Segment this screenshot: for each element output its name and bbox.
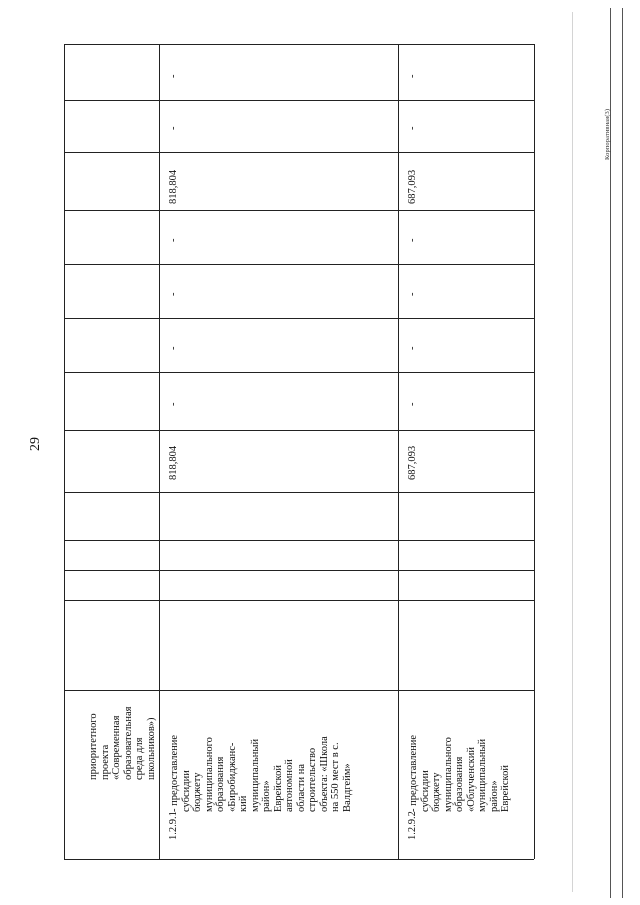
text-line: муниципального	[442, 737, 454, 812]
cell-value: 818,804	[168, 445, 179, 480]
margin-rule	[572, 12, 573, 892]
text-line: строительство	[307, 747, 318, 812]
cell-value: -	[407, 346, 418, 350]
text-line: области на	[295, 763, 307, 812]
margin-stamp: Корпоративная(3)	[604, 108, 611, 160]
text-line: «Современная	[111, 715, 122, 780]
text-line: образования	[215, 756, 226, 812]
table-line	[64, 318, 534, 319]
text-line: на 550 мест в с.	[330, 742, 341, 812]
table-line	[64, 372, 534, 373]
text-line: - предоставление	[169, 734, 180, 812]
row-description-2	[408, 692, 512, 812]
table-line	[64, 430, 534, 431]
table-line	[64, 152, 534, 153]
row-code-1: 1.2.9.1	[168, 811, 179, 840]
cell-value: -	[407, 74, 418, 78]
row-description-1	[169, 632, 353, 812]
margin-rule	[622, 8, 623, 898]
text-line: образования	[454, 756, 465, 812]
cell-value: 818,804	[168, 169, 179, 204]
row-separator	[398, 44, 399, 859]
text-line: кий	[238, 795, 249, 812]
text-line: автономной	[284, 759, 295, 812]
text-line: муниципального	[203, 737, 215, 812]
text-line: - предоставление	[408, 734, 419, 812]
row-code-2: 1.2.9.2	[407, 811, 418, 840]
table-line	[64, 600, 534, 601]
text-line: Валдгейм»	[341, 763, 353, 812]
text-line: Еврейской	[500, 765, 511, 812]
row-separator	[159, 44, 160, 859]
cell-value: -	[168, 346, 179, 350]
cell-value: -	[407, 292, 418, 296]
text-line: школьников»)	[145, 717, 157, 780]
text-line: объекта: «Школа	[318, 736, 330, 812]
text-line: среда для	[134, 737, 145, 780]
cell-value: -	[168, 402, 179, 406]
table-line	[64, 210, 534, 211]
table-line	[64, 540, 534, 541]
cell-value: -	[407, 238, 418, 242]
text-line: «Биробиджанс-	[226, 742, 238, 812]
text-line: район»	[488, 780, 500, 812]
text-line: муниципальный	[249, 738, 261, 812]
table-line	[64, 492, 534, 493]
table-border-top	[64, 44, 534, 45]
table-border-bottom	[64, 859, 534, 860]
table-line	[64, 570, 534, 571]
page-number: 29	[28, 437, 43, 451]
cell-value: 687,093	[407, 445, 418, 480]
cell-value: -	[407, 126, 418, 130]
text-line: проекта	[99, 744, 111, 780]
text-line: бюджету	[192, 772, 203, 812]
table-border-left	[64, 44, 65, 859]
cell-value: -	[168, 292, 179, 296]
cell-value: -	[168, 74, 179, 78]
text-line: Еврейской	[272, 765, 284, 812]
table-line	[64, 264, 534, 265]
cell-value: -	[407, 402, 418, 406]
text-line: образовательная	[122, 706, 134, 780]
text-line: бюджету	[431, 772, 442, 812]
text-line: район»	[261, 780, 272, 812]
row-description-0	[88, 707, 157, 780]
table-line	[64, 100, 534, 101]
cell-value: -	[168, 238, 179, 242]
text-line: муниципальный	[477, 738, 488, 812]
text-line: «Облученский	[465, 747, 477, 812]
table-border-right	[534, 44, 535, 859]
text-line: субсидии	[180, 770, 192, 812]
cell-value: 687,093	[407, 169, 418, 204]
text-line: субсидии	[419, 770, 431, 812]
cell-value: -	[168, 126, 179, 130]
text-line: приоритетного	[88, 713, 99, 780]
